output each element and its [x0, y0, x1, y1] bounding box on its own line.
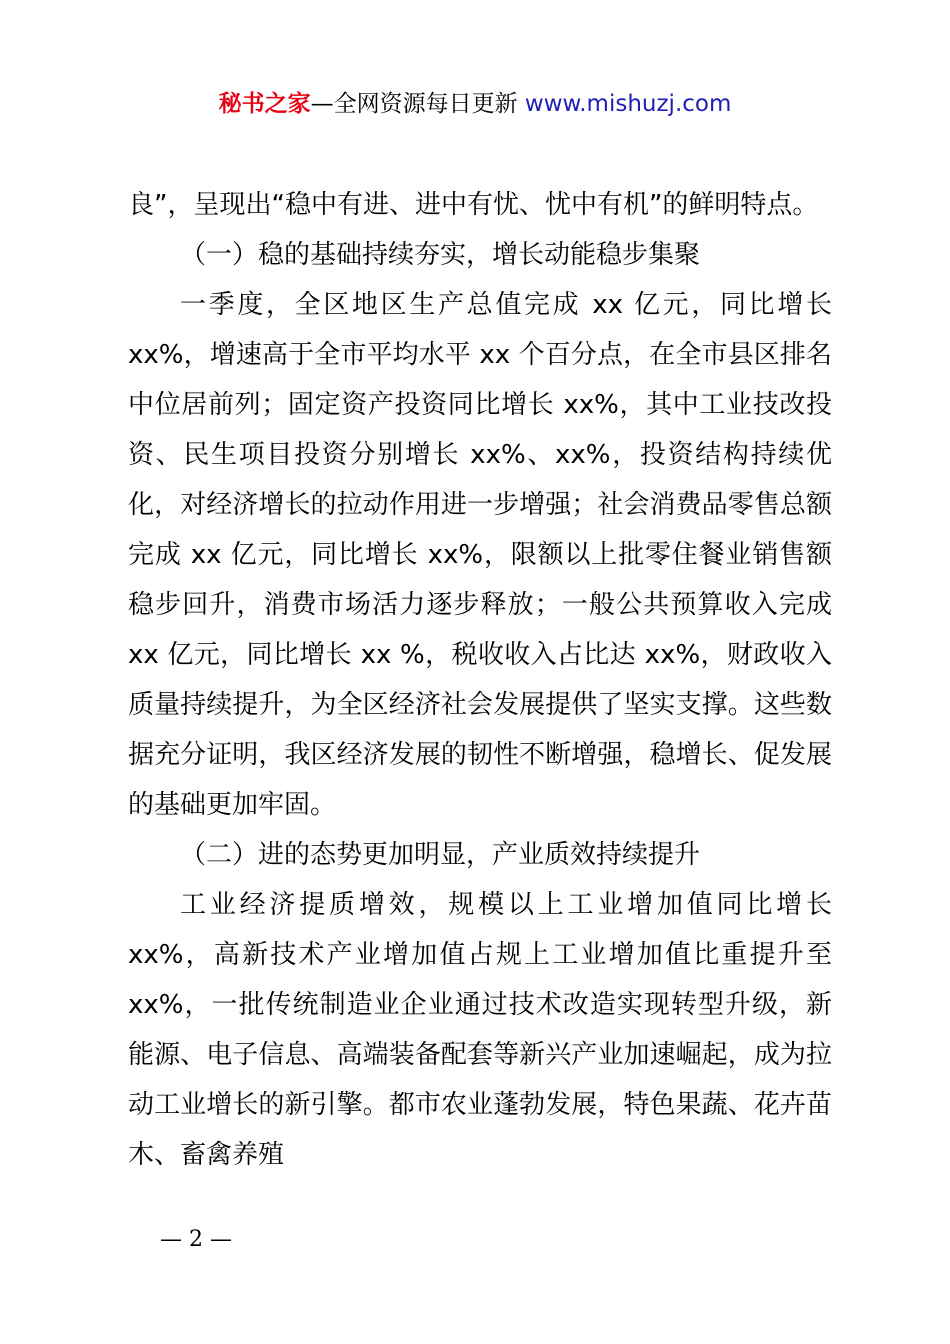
header-slogan: —全网资源每日更新 [310, 91, 518, 117]
brand-name: 秘书之家 [218, 91, 311, 117]
paragraph-2: 工业经济提质增效，规模以上工业增加值同比增长 xx%，高新技术产业增加值占规上工业增加值比重提升至 xx%，一批传统制造业企业通过技术改造实现转型升级，新能源、电子信息、高端装备配套等新兴产业加速崛起，成为拉动工业增长的新引擎。都市农业蓬勃发展，特色果蔬、花卉苗木、畜禽养殖 [128, 890, 832, 1170]
section-heading-1: （一）稳的基础持续夯实，增长动能稳步集聚 [180, 240, 701, 270]
paragraph-1: 一季度，全区地区生产总值完成 xx 亿元，同比增长 xx%，增速高于全市平均水平 xx 个百分点，在全市县区排名中位居前列；固定资产投资同比增长 xx%，其中工业技改投资、民生项目投资分别增长 xx%、xx%，投资结构持续优化，对经济增长的拉动作用进一步增强；社会消费品零售总额完成 xx 亿元，同比增长 xx%，限额以上批零住餐业销售额稳步回升，消费市场活力逐步释放；一般公共预算收入完成 xx 亿元，同比增长 xx %，税收收入占比达 xx%，财政收入质量持续提升，为全区经济社会发展提供了坚实支撑。这些数据充分证明，我区经济发展的韧性不断增强，稳增长、促发展的基础更加牢固。 [128, 290, 832, 820]
document-body [128, 180, 832, 1180]
section-heading-2: （二）进的态势更加明显，产业质效持续提升 [180, 840, 701, 870]
page-number: — 2 — [160, 1227, 232, 1252]
header-url-link[interactable]: www.mishuzj.com [524, 91, 732, 117]
document-header [0, 88, 950, 120]
paragraph-continuation: 良”，呈现出“稳中有进、进中有忧、忧中有机”的鲜明特点。 [128, 190, 819, 220]
